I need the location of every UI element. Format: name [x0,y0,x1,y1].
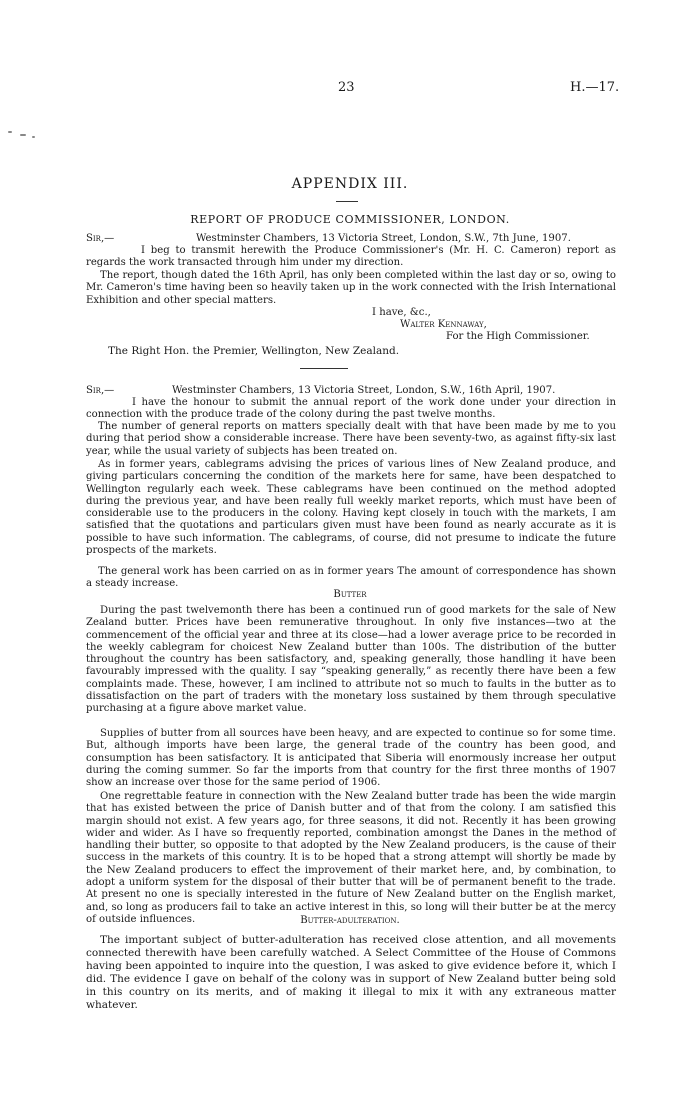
letter1-addressee: The Right Hon. the Premier, Wellington, New Zealand. [108,345,400,357]
document-reference: H.—17. [570,80,620,95]
letter1-para-1: I beg to transmit herewith the Produce Commissioner's (Mr. H. C. Cameron) report as regards the work transacted through him under my direction. [86,245,616,269]
adulteration-heading: Butter-adulteration. [300,915,400,926]
letter1-address: Westminster Chambers, 13 Victoria Street, London, S.W., 7th June, 1907. [196,233,571,244]
report-title: REPORT OF PRODUCE COMMISSIONER, LONDON. [190,213,510,226]
adulteration-para-1: The important subject of butter-adulteration has received close attention, and all movements connected therewith have been carefully watched. A Select Committee of the House of Commons having been appointed to inquire into the question, I was asked to give evidence before it, which I did. The evidence I gave on behalf of the colony was in support of New Zealand butter being sold in this country on its merits, and of making it illegal to mix it with any extraneous matter whatever. [86,934,616,1011]
butter-para-1: During the past twelvemonth there has been a continued run of good markets for the sale of New Zealand butter. Prices have been remunerative throughout. In only five instances—two at the commencement of the official year and three at its close—had a lower average price to be recorded in the weekly cablegram for choicest New Zealand butter than 100s. The distribution of the butter throughout the country has been satisfactory, and, speaking generally, those handling it have been favourably impressed with the quality. I say “speaking generally,” as recently there have been a few complaints made. These, however, I am inclined to attribute not so much to faults in the butter as to dissatisfaction on the part of traders with the monetary loss sustained by them through speculative purchasing at a figure above market value. [86,605,616,715]
letters-divider [300,368,348,369]
margin-speck [32,136,35,138]
appendix-title: APPENDIX III. [291,176,409,192]
butter-para-3: One regrettable feature in connection with the New Zealand butter trade has been the wide margin that has existed between the price of Danish butter and of that from the colony. I am satisfied this margin should not exist. A few years ago, for three seasons, it did not. Recently it has been growing wider and wider. As I have so frequently reported, combination amongst the Danes in the method of handling their butter, so opposite to that adopted by the New Zealand producers, is the cause of their success in the markets of this country. It is to be hoped that a strong attempt will shortly be made by the New Zealand producers to effect the improvement of their market here, and, by combination, to adopt a uniform system for the disposal of their butter that will be of permanent benefit to the trade. At present no one is specially interested in the future of New Zealand butter on the English market, and, so long as producers fail to take an active interest in this, so long will their butter be at the mercy of outside influences. [86,791,616,925]
title-rule [336,201,358,202]
letter1-signature: Walter Kennaway, [400,319,487,330]
letter1-para-2: The report, though dated the 16th April, has only been completed within the last day or so, owing to Mr. Cameron's time having been so heavily taken up in the work connected with the Irish International Exhibition and other special matters. [86,270,616,306]
page-number: 23 [338,80,355,95]
letter1-salutation: Sir,— [86,233,115,244]
margin-speck [8,131,12,133]
letter2-salutation: Sir,— [86,385,115,396]
butter-heading: Butter [333,589,367,600]
letter1-closing: I have, &c., [372,307,431,318]
butter-para-2: Supplies of butter from all sources have been heavy, and are expected to continue so for some time. But, although imports have been large, the general trade of the country has been good, and consumption has been satisfactory. It is anticipated that Siberia will enormously increase her output during the coming summer. So far the imports from that country for the first three months of 1907 show an increase over those for the same period of 1906. [86,728,616,789]
letter2-para-2: The number of general reports on matters specially dealt with that have been made by me to you during that period show a considerable increase. There have been seventy-two, as against fifty-six last year, while the usual variety of subjects has been treated on. [86,421,616,457]
letter1-signature-title: For the High Commissioner. [446,331,590,342]
letter2-address: Westminster Chambers, 13 Victoria Street, London, S.W., 16th April, 1907. [172,385,556,396]
margin-speck [20,134,26,136]
letter2-para-1: I have the honour to submit the annual report of the work done under your direction in connection with the produce trade of the colony during the past twelve months. [86,397,616,421]
letter2-para-4: The general work has been carried on as in former years The amount of correspondence has shown a steady increase. [86,566,616,590]
letter2-para-3: As in former years, cablegrams advising the prices of various lines of New Zealand produce, and giving particulars concerning the condition of the markets here for same, have been despatched to Wellington regularly each week. These cablegrams have been continued on the method adopted during the previous year, and have been really full weekly market reports, which must have been of considerable use to the producers in the colony. Having kept closely in touch with the markets, I am satisfied that the quotations and particulars given must have been found as nearly accurate as it is possible to have such information. The cablegrams, of course, did not presume to indicate the future prospects of the markets. [86,459,616,557]
